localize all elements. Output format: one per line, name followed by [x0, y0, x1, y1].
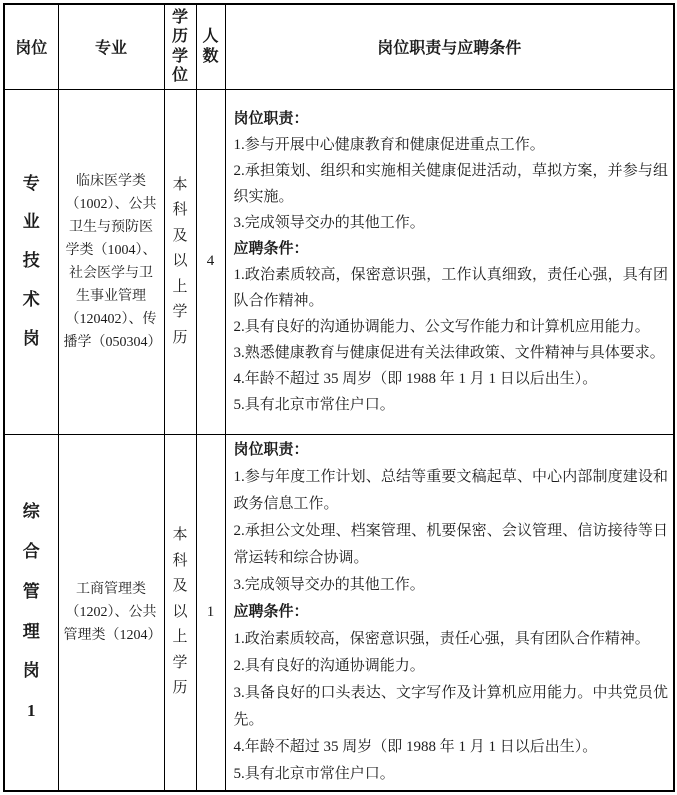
- text-line: 5.具有北京市常住户口。: [233, 396, 395, 413]
- text-line: 1.政治素质较高，保密意识强，工作认真细致，责任心强，具有团队合作精神。: [233, 266, 668, 309]
- degree-cell: [164, 89, 196, 434]
- text-line: 1.参与开展中心健康教育和健康促进重点工作。: [233, 136, 545, 153]
- duties-list: [234, 132, 669, 236]
- conditions-list: [234, 626, 669, 788]
- job-row-professional-technical: [4, 89, 674, 434]
- position-cell: [4, 434, 58, 791]
- text-line: 5.具有北京市常住户口。: [233, 765, 395, 782]
- text-line: 4.年龄不超过 35 周岁（即 1988 年 1 月 1 日以后出生）。: [233, 738, 598, 755]
- headcount-cell: 4: [196, 89, 225, 434]
- degree-label: 本 科 及 以 上 学 历: [172, 527, 188, 697]
- text-line: 2.具有良好的沟通协调能力、公文写作能力和计算机应用能力。: [233, 318, 650, 335]
- text-line: 3.熟悉健康教育与健康促进有关法律政策、文件精神与具体要求。: [233, 344, 665, 361]
- recruitment-table: [3, 3, 675, 792]
- degree-label: 本 科 及 以 上 学 历: [172, 176, 188, 346]
- column-header-headcount-label: 人 数: [202, 28, 219, 65]
- major-cell: 工商管理类（1202）、公共管理类（1204）: [58, 434, 164, 791]
- text-line: 3.完成领导交办的其他工作。: [233, 576, 425, 593]
- details-cell: [225, 89, 674, 434]
- duties-list: [234, 464, 669, 599]
- column-header-headcount: [196, 4, 225, 89]
- column-header-degree-label: 学 历 学 位: [171, 8, 188, 85]
- position-cell: [4, 89, 58, 434]
- duties-heading: 岗位职责：: [233, 441, 309, 458]
- text-line: 2.承担策划、组织和实施相关健康促进活动，草拟方案，并参与组织实施。: [233, 162, 668, 205]
- table-header-row: [4, 4, 674, 89]
- major-cell: 临床医学类（1002）、公共卫生与预防医学类（1004）、社会医学与卫生事业管理（120402）、传播学（050304）: [58, 89, 164, 434]
- job-row-general-management-1: [4, 434, 674, 791]
- column-header-major: 专业: [58, 4, 164, 89]
- conditions-heading: 应聘条件：: [233, 240, 309, 257]
- text-line: 2.承担公文处理、档案管理、机要保密、会议管理、信访接待等日常运转和综合协调。: [233, 522, 668, 566]
- position-label: 综 合 管 理 岗 1: [22, 502, 40, 720]
- degree-cell: [164, 434, 196, 791]
- headcount-cell: 1: [196, 434, 225, 791]
- text-line: 4.年龄不超过 35 周岁（即 1988 年 1 月 1 日以后出生）。: [233, 370, 598, 387]
- document-page: [0, 3, 677, 795]
- column-header-position: 岗位: [4, 4, 58, 89]
- column-header-degree: [164, 4, 196, 89]
- text-line: 1.参与年度工作计划、总结等重要文稿起草、中心内部制度建设和政务信息工作。: [233, 468, 668, 512]
- text-line: 2.具有良好的沟通协调能力。: [233, 657, 425, 674]
- conditions-heading: 应聘条件：: [233, 603, 309, 620]
- position-label: 专 业 技 术 岗: [22, 173, 40, 348]
- text-line: 3.完成领导交办的其他工作。: [233, 214, 425, 231]
- column-header-details: 岗位职责与应聘条件: [225, 4, 674, 89]
- text-line: 1.政治素质较高，保密意识强，责任心强，具有团队合作精神。: [233, 630, 650, 647]
- conditions-list: [234, 262, 669, 418]
- text-line: 3.具备良好的口头表达、文字写作及计算机应用能力。中共党员优先。: [233, 684, 668, 728]
- duties-heading: 岗位职责：: [233, 110, 309, 127]
- details-cell: [225, 434, 674, 791]
